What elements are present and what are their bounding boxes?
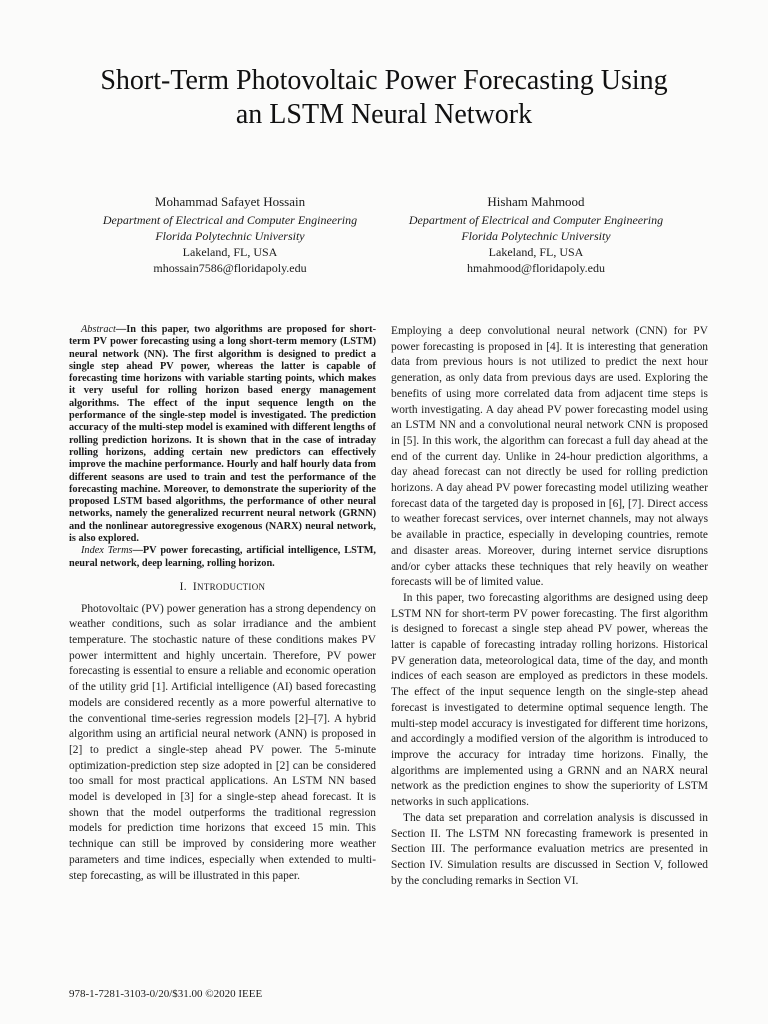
section-title-rest: NTRODUCTION — [197, 581, 266, 592]
author-university: Florida Polytechnic University — [461, 229, 611, 243]
author-department: Department of Electrical and Computer Engineering — [408, 213, 664, 227]
copyright-footer: 978-1-7281-3103-0/20/$31.00 ©2020 IEEE — [69, 988, 263, 1000]
body-paragraph: In this paper, two forecasting algorithms are designed using deep LSTM NN for short-term PV power forecasting. The first algorithm is designed to forecast a single step ahead PV power, whereas the latter is capable of forecasting intraday rolling horizons. Historical PV generation data, meteorological data, time of the day, and month indices of each season are employed as predictors in these models. The effect of the input sequence length on the single-step ahead forecast is investigated to determine optimal sequence length. The multi-step model accuracy is investigated for different time horizons, and accordingly a modified version of the algorithm is introduced to improve the accuracy for intraday time horizons. Finally, the algorithms are implemented using a GRNN and an NARX neural network as the prediction engines to show the superiority of LSTM networks in such applications. — [391, 591, 708, 809]
author-email: mhossain7586@floridapoly.edu — [153, 261, 307, 275]
author-location: Lakeland, FL, USA — [488, 245, 584, 259]
section-number: I. — [179, 580, 187, 593]
title-line-2: an LSTM Neural Network — [235, 99, 533, 130]
section-title-initial: I — [192, 580, 198, 593]
abstract-text: —In this paper, two algorithms are proposed for short-term PV power forecasting using a long short-term memory (LSTM) neural network (NN). The first algorithm is designed to predict a single step ahead PV power, whereas the latter is capable of forecasting time horizons with variable starting points, which makes it very useful for rolling horizon based energy management algorithms. The effect of the input sequence length on the performance of the single-step model is investigated. The prediction accuracy of the multi-step model is examined with different lengths of rolling prediction horizons. It is shown that in the case of intraday rolling horizons, adding certain new predictors can effectively improve the machine performance. Hourly and half hourly data from different seasons are used to train and test the performance of the forecasting machine. Moreover, to demonstrate the superiority of the proposed LSTM based algorithms, the performance of other neural networks, namely the generalized recurrent neural network (GRNN) and the nonlinear autoregressive exogenous (NARX) neural network, is also explored. — [69, 324, 376, 545]
body-paragraph: Employing a deep convolutional neural network (CNN) for PV power forecasting is proposed in [4]. It is interesting that generation data from previous hours is not utilized to predict the next hour generation, as only data from previous days are used. Exploring the benefits of using more correlated data from adjacent time steps is worth investigating. A day ahead PV power forecasting model using an LSTM NN and a convolutional neural network CNN is proposed in [5]. In this work, the algorithm can forecast a full day ahead at the end of the current day. Unlike in 24-hour prediction algorithms, a day ahead forecast can not directly be used for rolling prediction horizons. A day ahead PV power forecasting model utilizing weather forecast data of the targeted day is proposed in [6], [7]. Direct access to weather forecast services, over internet channels, may not always be available in practice, especially in developing countries, remote and disaster areas. Moreover, during internet service disruptions and/or cyber attacks these techniques that rely heavily on weather forecasts will be of limited value. — [391, 325, 708, 589]
author-block-2 — [386, 193, 686, 276]
author-university: Florida Polytechnic University — [155, 229, 305, 243]
author-block-1 — [80, 193, 380, 276]
author-email: hmahmood@floridapoly.edu — [467, 261, 605, 275]
body-paragraph: The data set preparation and correlation analysis is discussed in Section II. The LSTM NN forecasting framework is presented in Section III. The performance evaluation metrics are presented in Section IV. Simulation results are discussed in Section V, followed by the concluding remarks in Section VI. — [391, 811, 708, 887]
body-paragraph: Photovoltaic (PV) power generation has a strong dependency on weather conditions, such as solar irradiance and the ambient temperature. The stochastic nature of these conditions makes PV power intermittent and highly uncertain. Therefore, PV power forecasting is essential to ensure a reliable and economic operation of the utility grid [1]. Artificial intelligence (AI) based forecasting models are considered recently as a more powerful alternative to the conventional time-series regression models [2]–[7]. A hybrid algorithm using an artificial neural network (ANN) is proposed in [2] to predict a single-step ahead PV power. The 5-minute optimization-prediction step size adopted in [2] can be considered too small for most practical applications. An LSTM NN based model is developed in [3] for a single-step ahead forecast. It is shown that the model outperforms the traditional regression models for prediction time horizons that exceed 15 min. This technique can still be improved by considering more weather parameters and time indices, especially when extended to multi-step forecasting, as will be illustrated in this paper. — [69, 602, 376, 882]
index-terms-label: Index Terms — [81, 545, 133, 557]
author-location: Lakeland, FL, USA — [182, 245, 278, 259]
author-name: Mohammad Safayet Hossain — [154, 194, 306, 209]
title-line-1: Short-Term Photovoltaic Power Forecasting Using — [100, 65, 668, 96]
abstract — [69, 324, 376, 545]
section-heading-introduction — [69, 580, 376, 596]
paper-title — [40, 64, 728, 132]
author-department: Department of Electrical and Computer Engineering — [102, 213, 358, 227]
left-column — [69, 324, 376, 884]
index-terms-text: —PV power forecasting, artificial intelligence, LSTM, neural network, deep learning, rolling horizon. — [69, 545, 376, 569]
index-terms — [69, 545, 376, 570]
author-name: Hisham Mahmood — [487, 194, 585, 209]
abstract-label: Abstract — [81, 324, 116, 335]
right-column — [391, 324, 708, 889]
